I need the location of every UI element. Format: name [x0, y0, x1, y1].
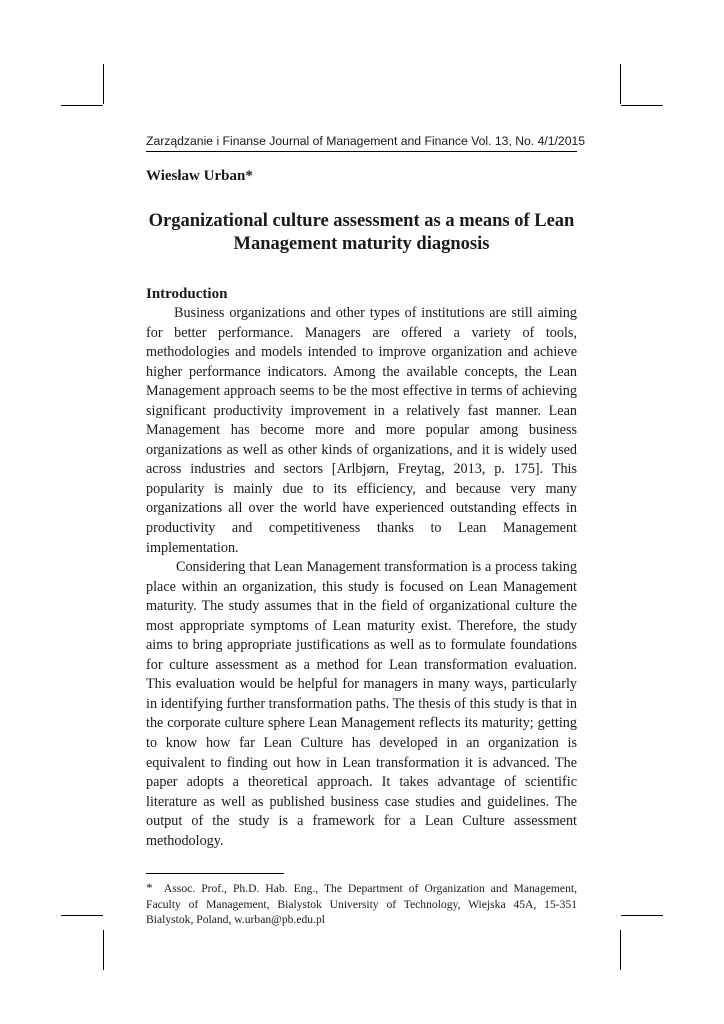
crop-mark-bottom-right-horizontal	[621, 915, 663, 916]
body-paragraph-1: Business organizations and other types of institutions are still aiming for better performance. Managers are offered a variety of tools, methodologies and models intended to improve organization and achieve higher performance indicators. Among the available concepts, the Lean Management approach seems to be the most effective in terms of achieving significant productivity improvement in a relatively fast manner. Lean Management has become more and more popular among business organizations as well as other kinds of organizations, and it is widely used across industries and sectors [Arlbjørn, Freytag, 2013, p. 175]. This popularity is mainly due to its efficiency, and because very many organizations all over the world have experienced outstanding effects in productivity and competitiveness thanks to Lean Management implementation.	[146, 305, 577, 556]
author-name: Wiesław Urban*	[146, 168, 253, 184]
crop-mark-bottom-right-vertical	[620, 930, 621, 970]
crop-mark-top-left-horizontal	[61, 105, 103, 106]
crop-mark-bottom-left-vertical	[103, 930, 104, 970]
crop-mark-top-right-horizontal	[621, 105, 663, 106]
crop-mark-bottom-left-horizontal	[61, 915, 103, 916]
section-heading-introduction: Introduction	[146, 286, 228, 302]
author-footnote	[146, 880, 577, 928]
journal-header: Zarządzanie i Finanse Journal of Management and Finance Vol. 13, No. 4/1/2015	[146, 133, 577, 152]
body-paragraph-2: Considering that Lean Management transformation is a process taking place within an organization, this study is focused on Lean Management maturity. The study assumes that in the field of organizational culture the most appropriate symptoms of Lean maturity exist. Therefore, the study aims to bring appropriate justifications as well as to formulate foundations for culture assessment as a method for Lean transformation evaluation. This evaluation would be helpful for managers in many ways, particularly in identifying further transformation paths. The thesis of this study is that in the corporate culture sphere Lean Management reflects its maturity; getting to know how far Lean Culture has developed in an organization is equivalent to finding out how in Lean transformation it is advanced. The paper adopts a theoretical approach. It takes advantage of scientific literature as well as published business case studies and guidelines. The output of the study is a framework for a Lean Culture assessment methodology.	[146, 559, 577, 849]
crop-mark-top-right-vertical	[620, 64, 621, 104]
paper-title-line-1: Organizational culture assessment as a means of Lean	[148, 211, 575, 231]
footnote-text: Assoc. Prof., Ph.D. Hab. Eng., The Department of Organization and Management, Faculty of Management, Bialystok University of Technology, Wiejska 45A, 15-351 Bialystok, Poland, w.urban@pb.edu.pl	[146, 882, 577, 927]
footnote-mark: *	[146, 880, 153, 896]
footnote-separator	[146, 873, 284, 874]
paper-title-line-2: Management maturity diagnosis	[233, 234, 490, 254]
paper-page	[146, 133, 586, 928]
crop-mark-top-left-vertical	[103, 64, 104, 104]
paper-title	[146, 210, 577, 256]
